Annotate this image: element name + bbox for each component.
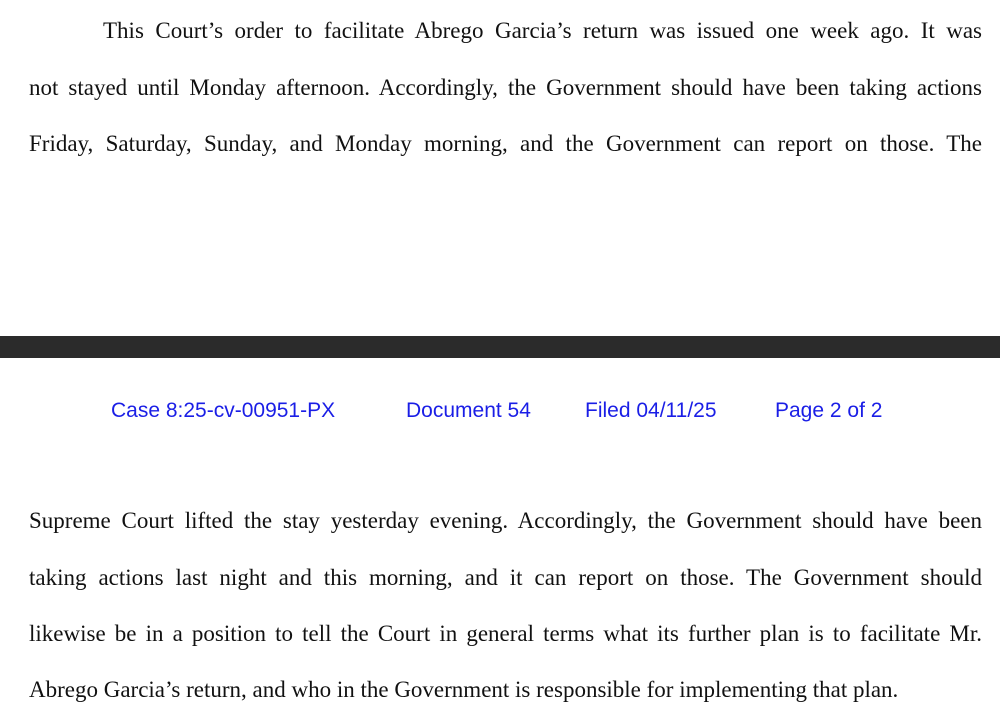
case-header — [0, 395, 1000, 429]
page-2-top-section — [0, 358, 1000, 716]
paragraph-line-1: This Court’s order to facilitate Abrego Garcia’s return was issued one week ago. It was — [103, 18, 982, 43]
page-break-bar — [0, 336, 1000, 358]
page-indicator: Page 2 of 2 — [775, 399, 883, 422]
paragraph-line-7: Abrego Garcia’s return, and who in the Government is responsible for implementing that plan. — [29, 677, 899, 702]
page-1-bottom-section — [0, 0, 1000, 336]
paragraph-line-2: not stayed until Monday afternoon. Accordingly, the Government should have been taking actions — [29, 75, 982, 100]
paragraph-line-6: likewise be in a position to tell the Court in general terms what its further plan is to facilitate Mr. — [29, 621, 982, 646]
case-number: Case 8:25-cv-00951-PX — [111, 399, 336, 422]
paragraph-line-3: Friday, Saturday, Sunday, and Monday morning, and the Government can report on those. The — [29, 131, 982, 156]
filed-date: Filed 04/11/25 — [585, 399, 717, 422]
document-number: Document 54 — [406, 399, 531, 422]
paragraph-line-5: taking actions last night and this morning, and it can report on those. The Government should — [29, 565, 982, 590]
paragraph-line-4: Supreme Court lifted the stay yesterday evening. Accordingly, the Government should have been — [29, 508, 982, 533]
